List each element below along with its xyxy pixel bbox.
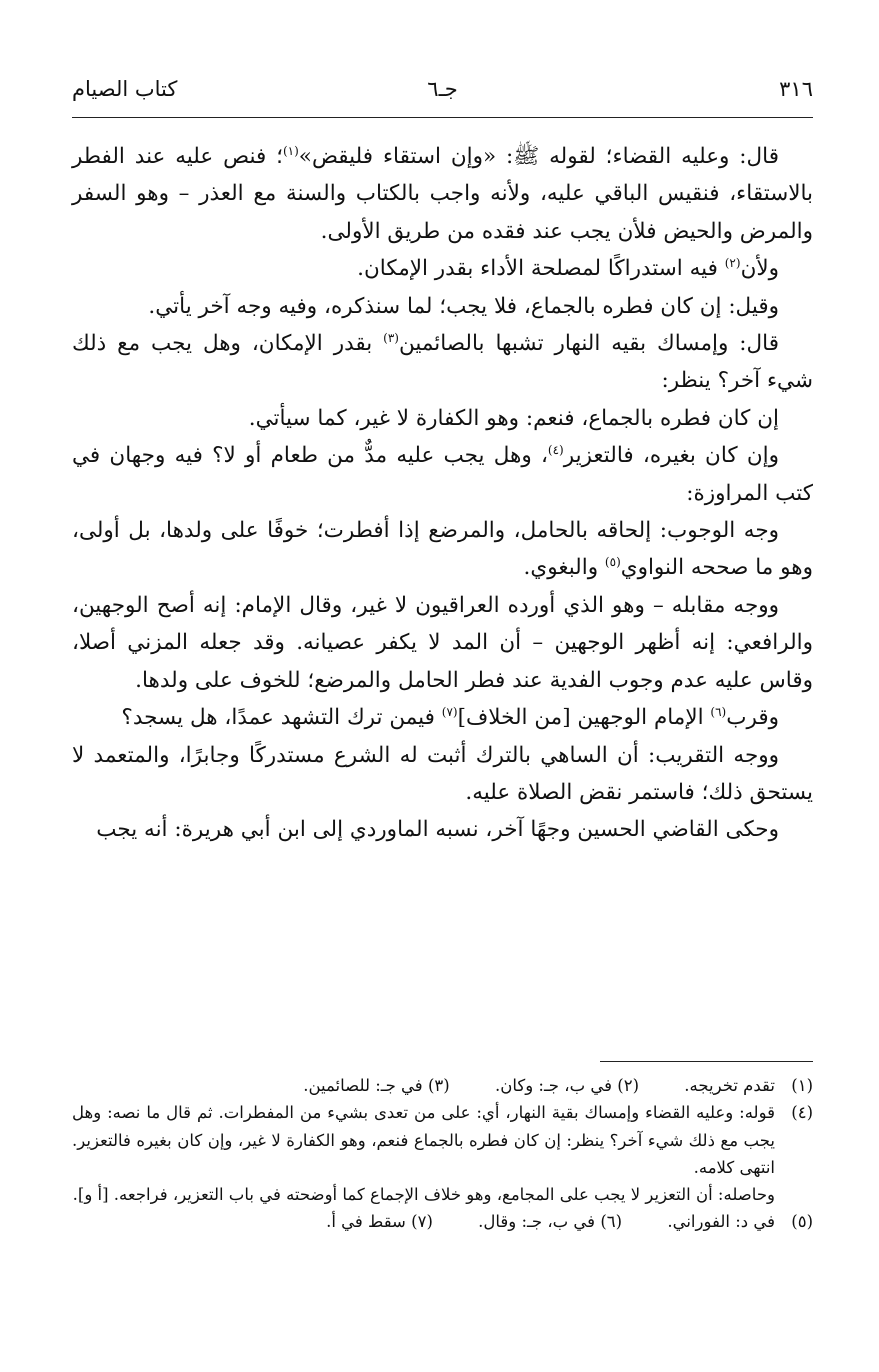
footnote-number-7: (٧) <box>411 1212 433 1232</box>
footnote-2: في ب، جـ: وكان. <box>494 1076 612 1095</box>
footnote-number-4: (٤) <box>791 1103 813 1123</box>
paragraph-6: وإن كان بغيره، فالتعزير$^{(٤)}$، وهل يجب عليه مدٌّ من طعام أو لا؟ فيه وجهان في كتب المراوزة: <box>72 443 813 506</box>
footnote-ref-3: (٣) <box>383 330 399 345</box>
footnote-7: سقط في أ. <box>326 1212 406 1232</box>
paragraph-11: وحكى القاضي الحسين وجهًا آخر، نسبه الماوردي إلى ابن أبي هريرة: أنه يجب <box>96 817 779 843</box>
footnote-row-4-continued <box>72 1181 813 1208</box>
paragraph-2: ولأن$^{(٢)}$ فيه استدراكًا لمصلحة الأداء بقدر الإمكان. <box>357 256 779 282</box>
header-divider <box>72 117 813 118</box>
footnote-row-5-7 <box>72 1208 813 1235</box>
paragraph-4: قال: وإمساك بقيه النهار تشبها بالصائمين$^{(٣)}$ بقدر الإمكان، وهل يجب مع ذلك شيء آخر؟ ينظر: <box>72 330 813 394</box>
footnote-divider <box>600 1061 813 1062</box>
footnote-ref-2: (٢) <box>724 256 741 271</box>
paragraph-9: وقرب$^{(٦)}$ الإمام الوجهين [من الخلاف]$^{(٧)}$ فيمن ترك التشهد عمدًا، هل يسجد؟ <box>121 704 779 731</box>
footnote-row-4 <box>72 1099 813 1181</box>
footnote-number-5: (٥) <box>791 1212 813 1232</box>
paragraph-5: إن كان فطره بالجماع، فنعم: وهو الكفارة لا غير، كما سيأتي. <box>248 405 779 431</box>
volume-label: جـ٦ <box>427 77 458 101</box>
paragraph-7: وجه الوجوب: إلحاقه بالحامل، والمرضع إذا أفطرت؛ خوفًا على ولدها، بل أولى، وهو ما صححه النواوي$^{(٥)}$ والبغوي. <box>72 518 813 581</box>
footnote-6: في ب، جـ: وقال. <box>478 1212 596 1232</box>
footnote-4: قوله: وعليه القضاء وإمساك بقية النهار، أي: على من تعدى بشيء من المفطرات. ثم قال ما نصه: وهل يجب مع ذلك شيء آخر؟ ينظر: إن كان فطره بالجماع فنعم، وهو الكفارة لا غير، وإن كان بغيره فالتعزير. انتهى كلامه. <box>72 1103 775 1177</box>
footnote-ref-1: (١) <box>282 143 299 158</box>
page-number: ٣١٦ <box>779 77 813 101</box>
footnote-1: تقدم تخريجه. <box>684 1076 775 1095</box>
book-title: كتاب الصيام <box>72 77 178 101</box>
paragraph-1: قال: وعليه القضاء؛ لقوله ﷺ: «وإن استقاء فليقض»$^{(١)}$؛ فنص عليه عند الفطر بالاستقاء، فنقيس الباقي عليه، ولأنه واجب بالكتاب والسنة مع العذر – وهو السفر والمرض والحيض فلأن يجب عند فقده من طريق الأولى. <box>72 143 813 244</box>
footnote-4-continued: وحاصله: أن التعزير لا يجب على المجامع، وهو خلاف الإجماع كما أوضحته في باب التعزير، فراجعه. [أ و]. <box>72 1185 775 1205</box>
footnote-ref-5: (٥) <box>604 555 621 570</box>
footnote-5: في د: الفوراني. <box>667 1212 775 1232</box>
footnote-ref-6: (٦) <box>710 704 727 719</box>
footnote-ref-7: (٧) <box>441 704 458 719</box>
footnotes <box>72 1072 813 1236</box>
page-header <box>72 74 813 114</box>
main-text <box>72 138 813 849</box>
footnote-number-3: (٣) <box>427 1076 450 1095</box>
footnote-ref-4: (٤) <box>547 443 564 458</box>
paragraph-8: ووجه مقابله – وهو الذي أورده العراقيون لا غير، وقال الإمام: إنه أصح الوجهين، والرافعي: إنه أظهر الوجهين – أن المد لا يكفر عصيانه. وقد جعله المزني أصلا، وقاس عليه عدم وجوب الفدية عند فطر الحامل والمرضع؛ للخوف على ولدها. <box>72 592 813 693</box>
footnote-3: في جـ: للصائمين. <box>303 1076 423 1095</box>
footnote-number-1: (١) <box>791 1076 813 1095</box>
footnote-row-1-3 <box>72 1072 813 1099</box>
paragraph-3: وقيل: إن كان فطره بالجماع، فلا يجب؛ لما سنذكره، وفيه وجه آخر يأتي. <box>148 293 779 319</box>
footnote-number-6: (٦) <box>600 1212 623 1232</box>
paragraph-10: ووجه التقريب: أن الساهي بالترك أثبت له الشرع مستدركًا وجابرًا، والمتعمد لا يستحق ذلك؛ فاستمر نقض الصلاة عليه. <box>72 742 813 805</box>
footnote-number-2: (٢) <box>617 1076 639 1095</box>
